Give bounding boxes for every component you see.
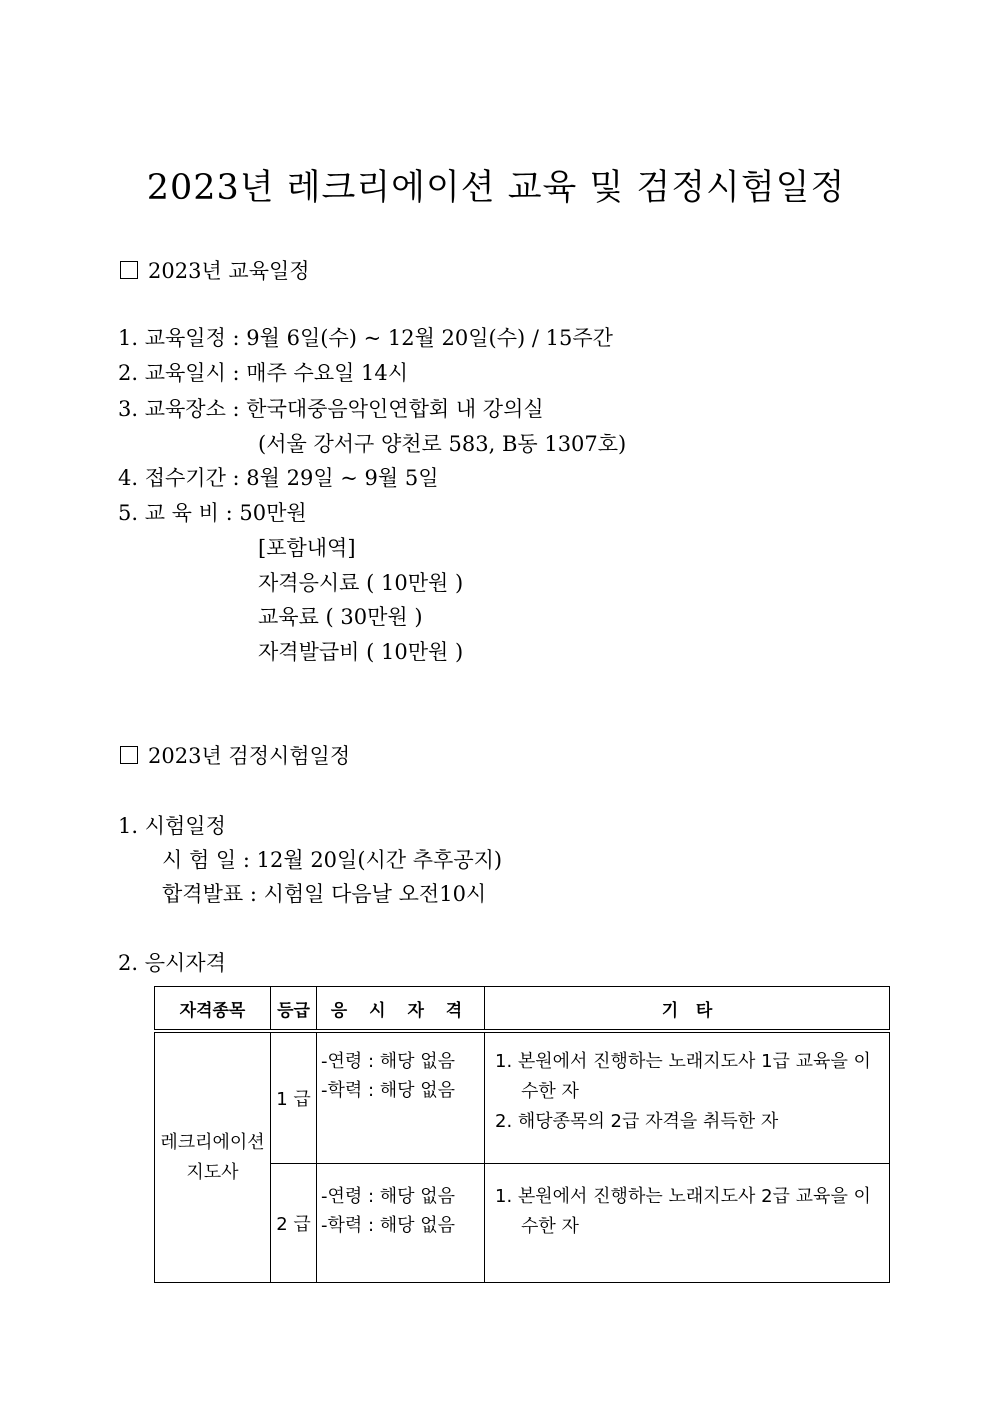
exam-result: 합격발표 : 시험일 다음날 오전10시 <box>162 882 487 906</box>
education-fee: 5. 교 육 비 : 50만원 <box>118 501 307 525</box>
grade-cell: 1 급 <box>271 1031 317 1164</box>
fee-tuition: 교육료 ( 30만원 ) <box>258 605 423 629</box>
qualification-table <box>154 986 890 1283</box>
education-schedule: 1. 교육일정 : 9월 6일(수) ~ 12월 20일(수) / 15주간 <box>118 326 613 350</box>
header-grade: 등급 <box>271 987 317 1032</box>
fee-inclusions-label: [포함내역] <box>258 536 356 560</box>
header-requirement: 응 시 자 격 <box>317 987 485 1032</box>
page-title: 2023년 레크리에이션 교육 및 검정시험일정 <box>146 168 846 208</box>
checkbox-square-icon <box>120 261 138 279</box>
header-note-text: 기 타 <box>661 1000 713 1021</box>
section-exam-heading <box>120 740 350 770</box>
registration-period: 4. 접수기간 : 8월 29일 ~ 9월 5일 <box>118 466 439 490</box>
education-time: 2. 교육일시 : 매주 수요일 14시 <box>118 361 409 385</box>
education-place: 3. 교육장소 : 한국대중음악인연합회 내 강의실 <box>118 397 544 421</box>
section-heading-text: 2023년 교육일정 <box>148 259 310 283</box>
category-cell <box>155 1031 271 1283</box>
exam-date: 시 험 일 : 12월 20일(시간 추후공지) <box>162 848 503 872</box>
note-cell <box>485 1164 890 1283</box>
header-category: 자격종목 <box>155 987 271 1032</box>
fee-exam: 자격응시료 ( 10만원 ) <box>258 571 464 595</box>
requirement-education: -학력 : 해당 없음 <box>321 1080 456 1101</box>
table-row <box>155 1031 890 1164</box>
category-line: 지도사 <box>186 1161 239 1183</box>
note-cell <box>485 1031 890 1164</box>
header-note <box>485 987 890 1032</box>
fee-certificate: 자격발급비 ( 10만원 ) <box>258 640 464 664</box>
section-education-heading <box>120 255 310 285</box>
qualification-title: 2. 응시자격 <box>118 951 226 975</box>
requirement-age: -연령 : 해당 없음 <box>321 1051 456 1072</box>
note-item: 2. 해당종목의 2급 자격을 취득한 자 <box>495 1111 779 1132</box>
requirement-education: -학력 : 해당 없음 <box>321 1215 456 1236</box>
section-heading-text: 2023년 검정시험일정 <box>148 744 351 768</box>
category-line: 레크리에이션 <box>160 1131 265 1153</box>
requirement-cell <box>317 1164 485 1283</box>
requirement-age: -연령 : 해당 없음 <box>321 1186 456 1207</box>
education-address: (서울 강서구 양천로 583, B동 1307호) <box>258 432 627 456</box>
grade-cell: 2 급 <box>271 1164 317 1283</box>
requirement-cell <box>317 1031 485 1164</box>
note-item: 1. 본원에서 진행하는 노래지도사 2급 교육을 이수한 자 <box>495 1186 871 1237</box>
checkbox-square-icon <box>120 746 138 764</box>
note-item: 1. 본원에서 진행하는 노래지도사 1급 교육을 이수한 자 <box>495 1051 871 1102</box>
table-header-row <box>155 987 890 1032</box>
exam-schedule-title: 1. 시험일정 <box>118 814 226 838</box>
